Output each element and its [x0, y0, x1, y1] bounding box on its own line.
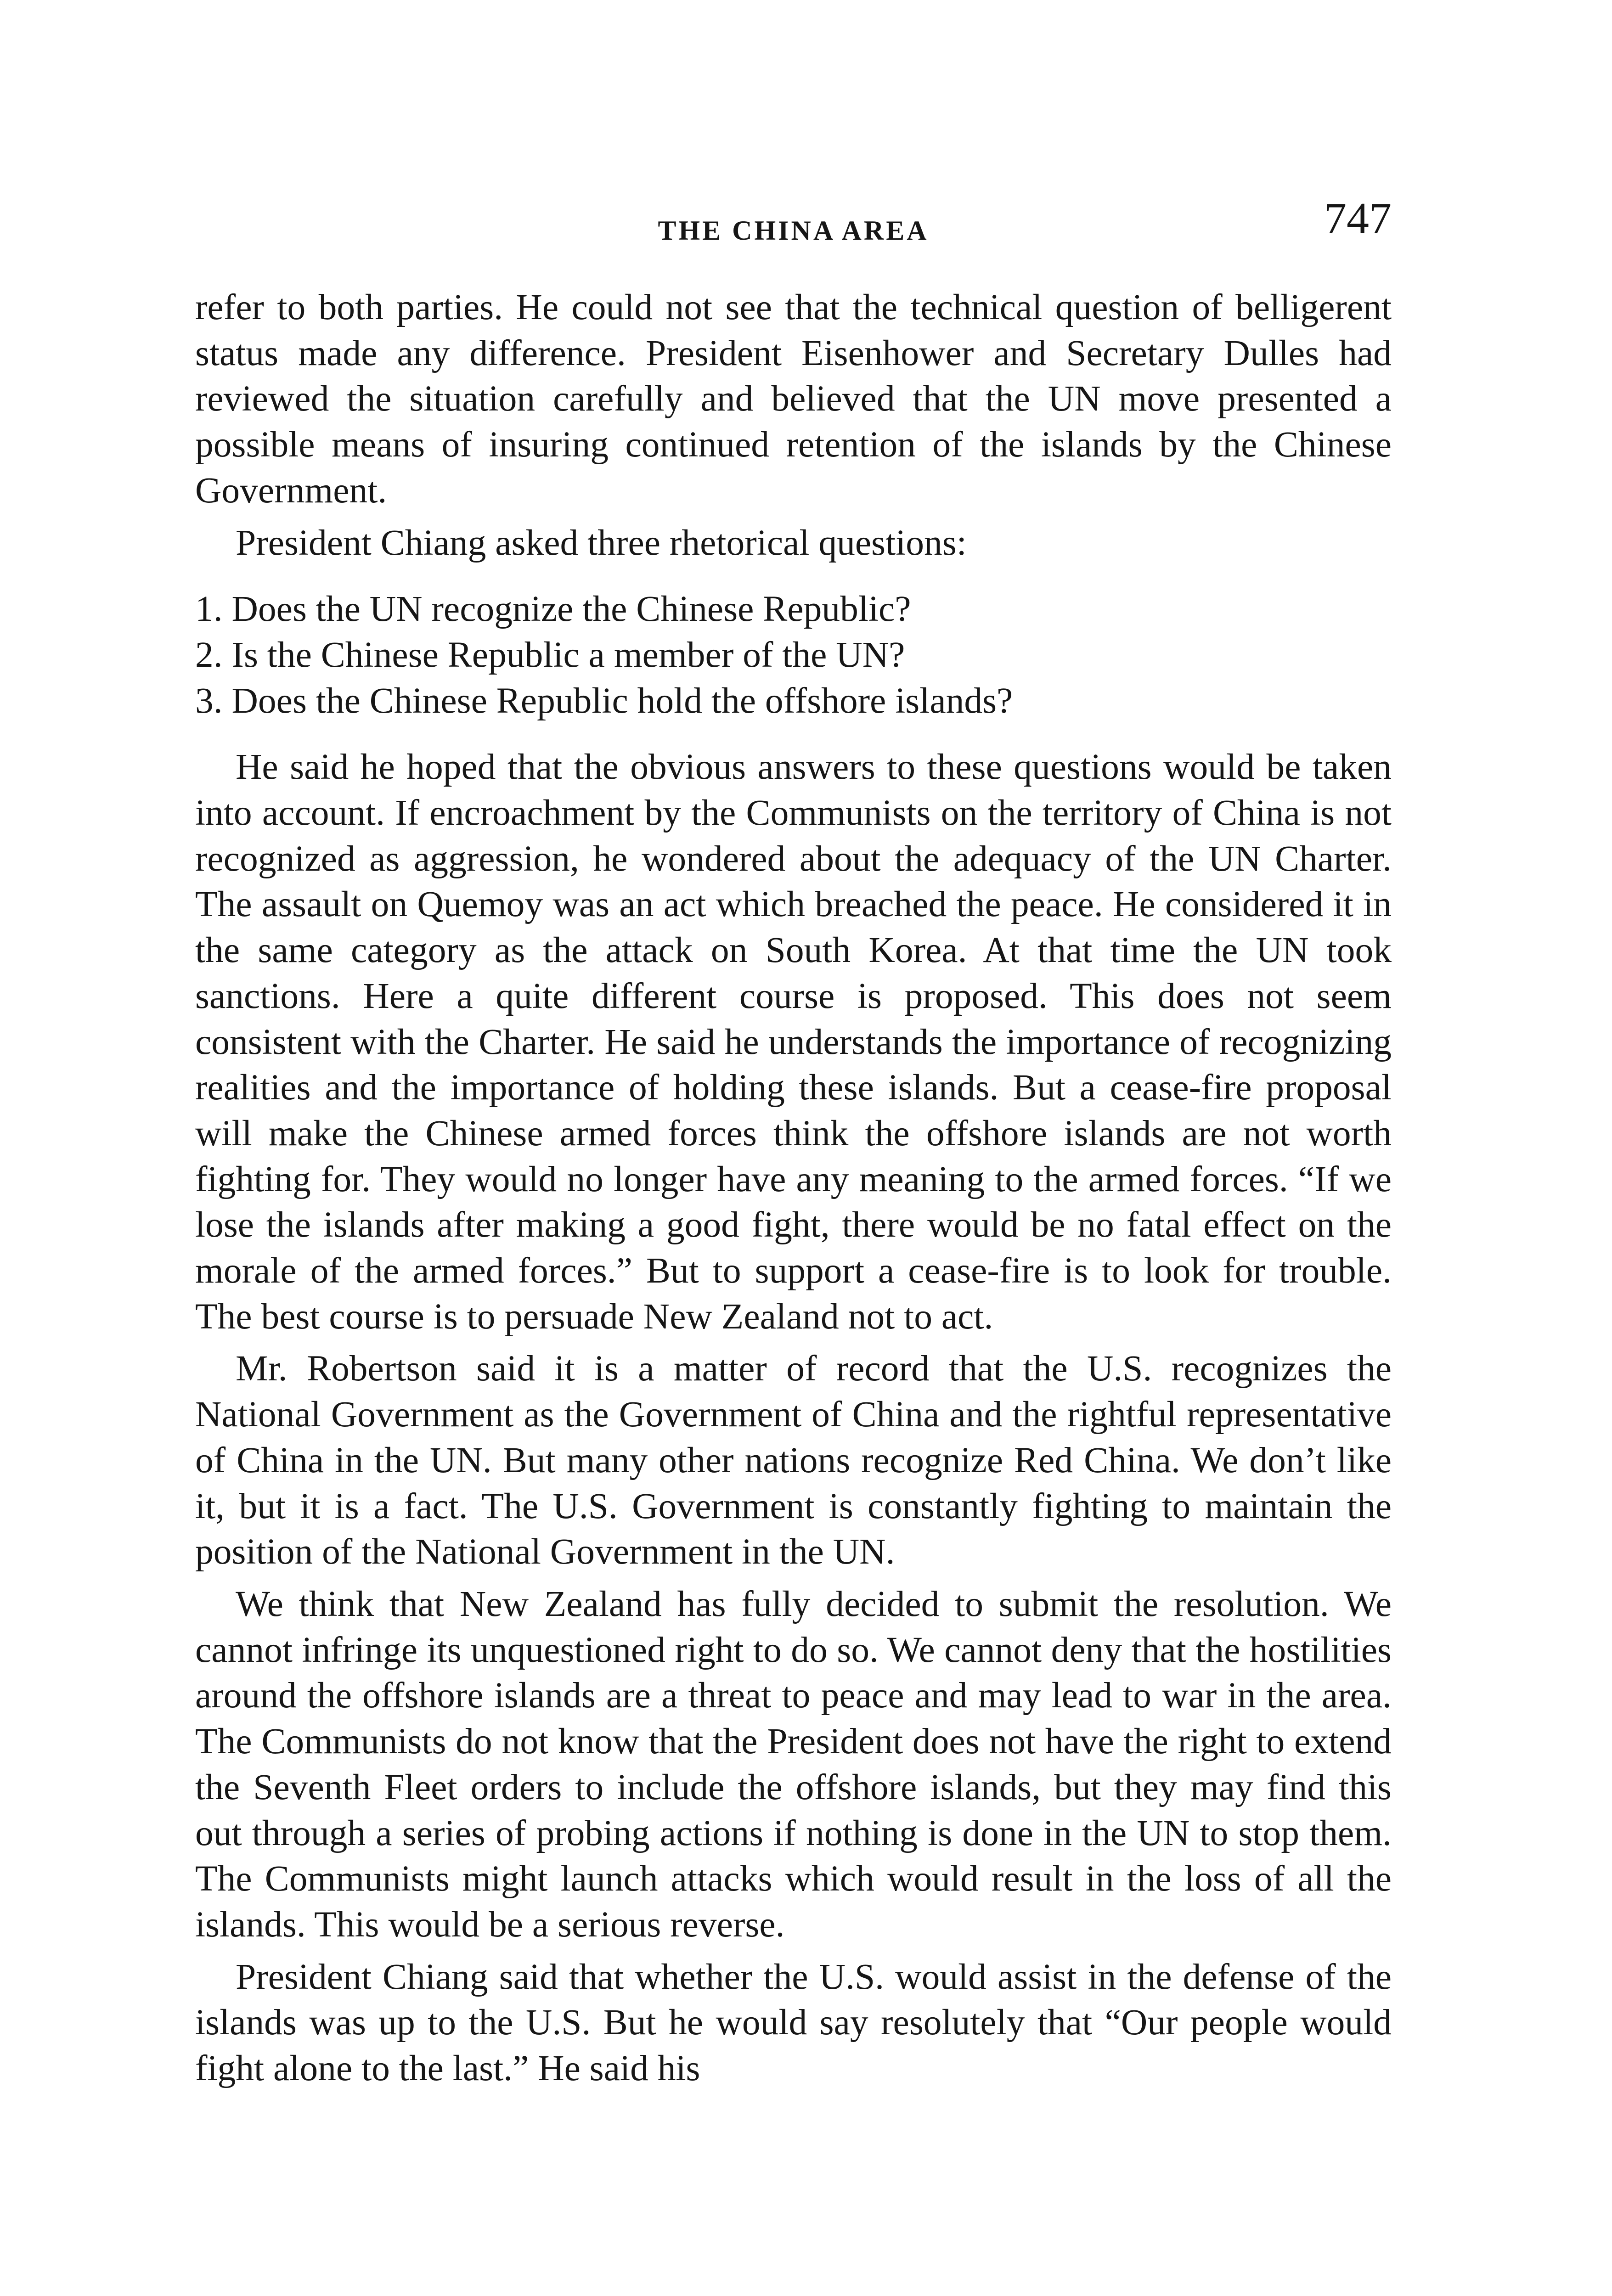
paragraph-2: President Chiang asked three rhetorical questions: — [236, 522, 967, 563]
question-1: 1. Does the UN recognize the Chinese Republic? — [195, 589, 911, 630]
page-header — [195, 193, 1392, 257]
rhetorical-questions-list — [195, 586, 1392, 724]
paragraph-1: refer to both parties. He could not see that the technical question of belligerent status made any difference. President Eisenhower and Secretary Dulles had reviewed the situation carefully and believed that the UN move presented a possible means of insuring continued retention of the islands by the Chinese Government. — [195, 287, 1392, 511]
running-title: THE CHINA AREA — [658, 215, 929, 246]
paragraph-5: We think that New Zealand has fully decided to submit the resolution. We cannot infringe its unquestioned right to do so. We cannot deny that the hostilities around the offshore islands are a threat to peace and may lead to war in the area. The Communists do not know that the President does not have the right to extend the Seventh Fleet orders to include the offshore islands, but they may find this out through a series of probing actions if nothing is done in the UN to stop them. The Communists might launch attacks which would result in the loss of all the islands. This would be a serious reverse. — [195, 1583, 1392, 1945]
page-number: 747 — [1324, 194, 1392, 243]
question-3: 3. Does the Chinese Republic hold the offshore islands? — [195, 680, 1013, 721]
paragraph-3: He said he hoped that the obvious answers to these questions would be taken into account. If encroachment by the Communists on the territory of China is not recognized as aggression, he wondered about the adequacy of the UN Charter. The assault on Quemoy was an act which breached the peace. He considered it in the same category as the attack on South Korea. At that time the UN took sanctions. Here a quite different course is proposed. This does not seem consistent with the Charter. He said he understands the importance of recognizing realities and the importance of holding these islands. But a cease-fire proposal will make the Chinese armed forces think the offshore islands are not worth fighting for. They would no longer have any meaning to the armed forces. “If we lose the islands after making a good fight, there would be no fatal effect on the morale of the armed forces.” But to support a cease-fire is to look for trouble. The best course is to persuade New Zealand not to act. — [195, 747, 1392, 1337]
body-text — [195, 285, 1392, 2092]
paragraph-4: Mr. Robertson said it is a matter of record that the U.S. recognizes the National Government as the Government of China and the rightful representative of China in the UN. But many other nations recognize Red China. We don’t like it, but it is a fact. The U.S. Government is constantly fighting to maintain the position of the National Government in the UN. — [195, 1348, 1392, 1572]
question-2: 2. Is the Chinese Republic a member of the UN? — [195, 634, 905, 675]
paragraph-6: President Chiang said that whether the U.S. would assist in the defense of the islands was up to the U.S. But he would say resolutely that “Our people would fight alone to the last.” He said his — [195, 1956, 1392, 2089]
